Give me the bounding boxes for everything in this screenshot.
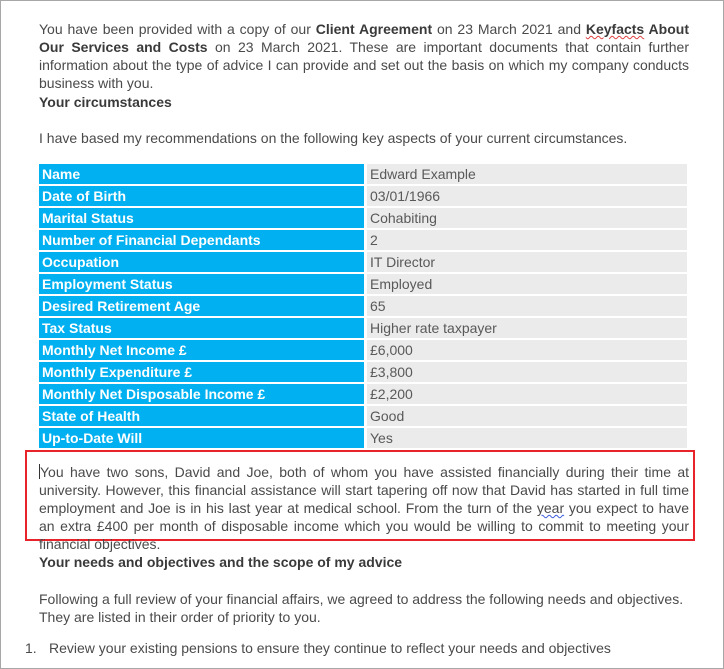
highlighted-paragraph[interactable] [39,463,689,553]
table-row [39,428,687,450]
circumstances-intro: I have based my recommendations on the following key aspects of your current circumstances. [39,130,628,146]
row-value: Cohabiting [367,208,687,230]
table-row [39,164,687,186]
row-value: 2 [367,230,687,252]
table-row [39,384,687,406]
row-label: Desired Retirement Age [39,296,367,318]
table-row [39,274,687,296]
needs-intro: Following a full review of your financial affairs, we agreed to address the following needs and objectives. They are listed in their order of priority to you. [39,591,684,625]
circumstances-table-body [39,164,687,450]
table-row [39,406,687,428]
row-value: £2,200 [367,384,687,406]
table-row [39,252,687,274]
table-row [39,318,687,340]
needs-heading: Your needs and objectives and the scope of my advice [39,554,403,570]
row-value: £3,800 [367,362,687,384]
list-item-text: Review your existing pensions to ensure they continue to reflect your needs and objectives [49,640,611,656]
highlight-grammar-flag[interactable]: year [536,500,565,516]
row-value: £6,000 [367,340,687,362]
table-row [39,230,687,252]
keyfacts-misspelled[interactable]: Keyfacts [585,21,645,37]
highlight-text-2: you expect to have an extra £400 per month of disposable income which you would be willing to commit to meeting your financial objectives. [39,500,689,552]
row-label: Monthly Expenditure £ [39,362,367,384]
table-row [39,340,687,362]
intro-paragraph [39,20,689,92]
row-label: Marital Status [39,208,367,230]
list-item-number: 1. [25,640,37,656]
row-label: Monthly Net Income £ [39,340,367,362]
row-label: Number of Financial Dependants [39,230,367,252]
row-label: Tax Status [39,318,367,340]
highlight-text-1: You have two sons, David and Joe, both of whom you have assisted financially during their time at university. However, this financial assistance will start tapering off now that David has started in full time employment and Joe is in his last year at medical school. From the turn of the [39,464,689,516]
row-value: Edward Example [367,164,687,186]
row-value: Higher rate taxpayer [367,318,687,340]
row-value: Employed [367,274,687,296]
intro-text-2: on 23 March 2021 and [432,21,586,37]
row-label: Monthly Net Disposable Income £ [39,384,367,406]
row-label: Employment Status [39,274,367,296]
row-value: Yes [367,428,687,450]
row-value: Good [367,406,687,428]
row-label: Occupation [39,252,367,274]
row-label: Up-to-Date Will [39,428,367,450]
table-row [39,296,687,318]
table-row [39,362,687,384]
table-row [39,208,687,230]
row-label: State of Health [39,406,367,428]
keyfacts-title-rest: About Our Services and Costs [39,21,689,55]
list-item [25,640,665,656]
row-label: Date of Birth [39,186,367,208]
circumstances-heading: Your circumstances [39,94,172,110]
intro-text-1: You have been provided with a copy of our [39,21,316,37]
intro-text-3: on 23 March 2021. These are important documents that contain further information about the type of advice I can provide and set out the basis on which my company conducts business with you. [39,39,689,91]
row-value: 65 [367,296,687,318]
client-agreement-bold: Client Agreement [315,21,433,37]
row-label: Name [39,164,367,186]
circumstances-table [39,164,687,450]
table-row [39,186,687,208]
row-value: IT Director [367,252,687,274]
row-value: 03/01/1966 [367,186,687,208]
